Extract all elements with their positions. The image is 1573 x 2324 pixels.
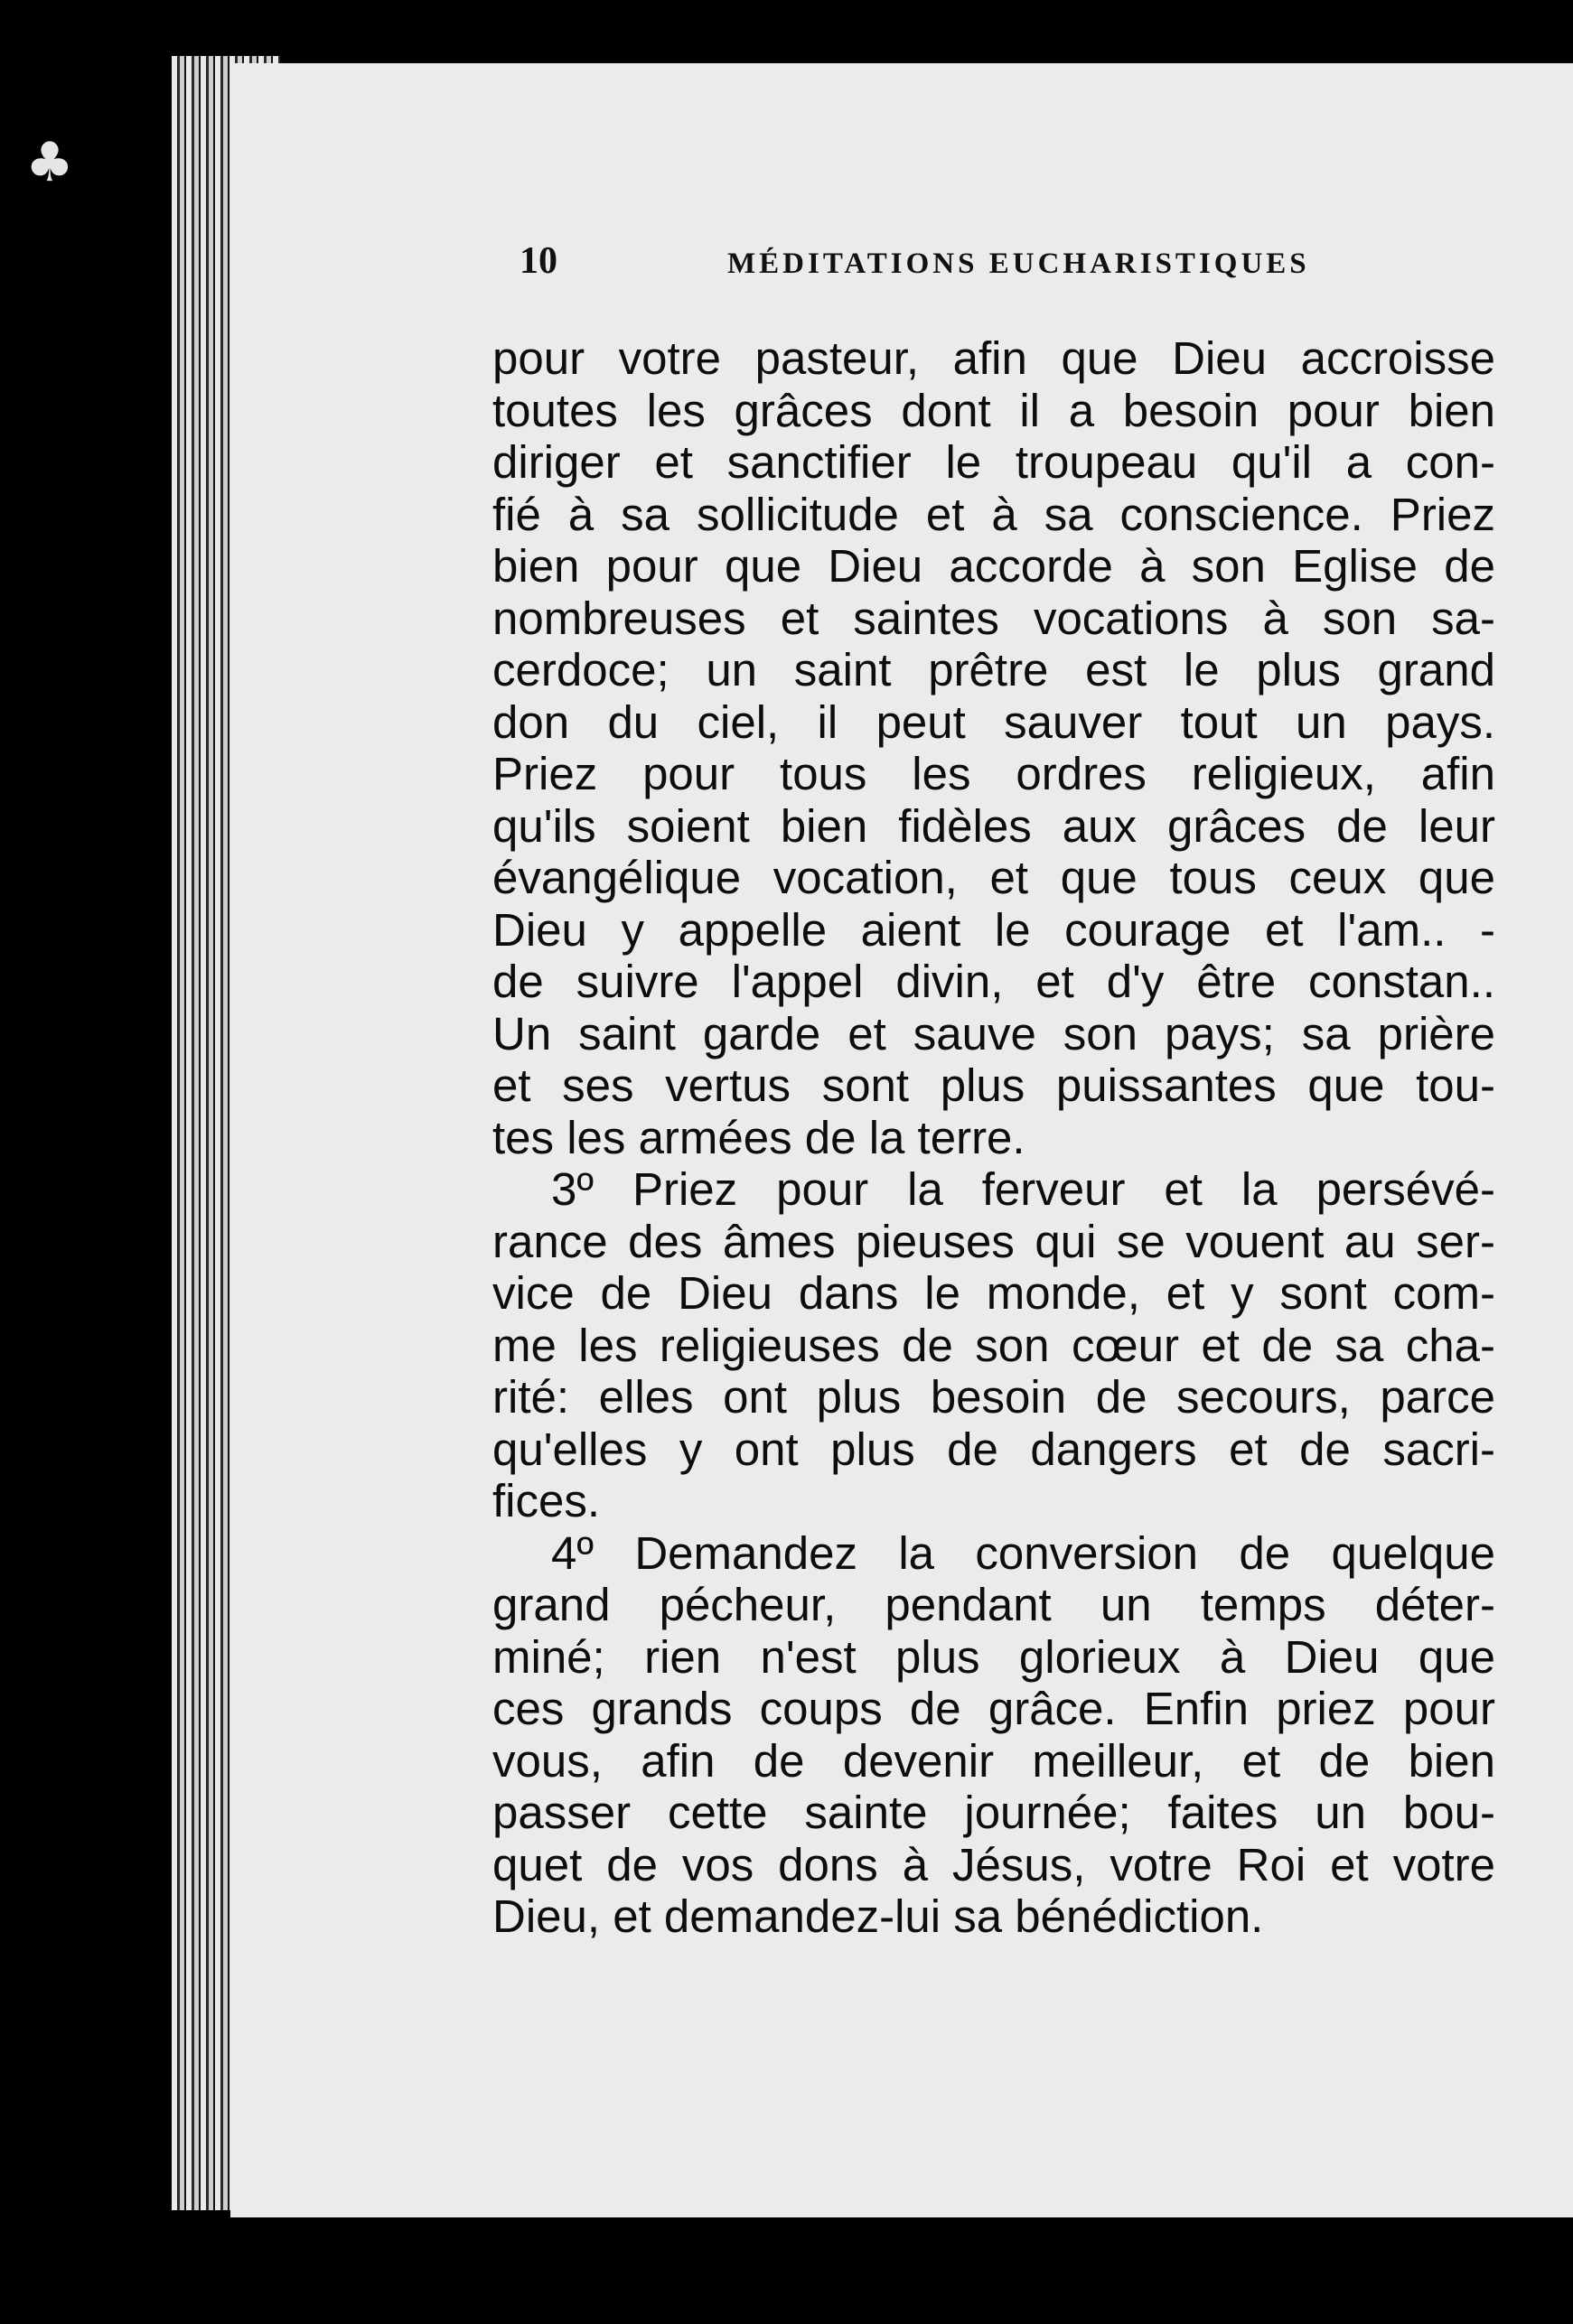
text-line: grand pécheur, pendant un temps déter- [492, 1579, 1495, 1630]
text-line: Dieu y appelle aient le courage et l'am.. - [492, 903, 1495, 956]
text-line: ces grands coups de grâce. Enfin priez pour [492, 1683, 1495, 1734]
text-line: Priez pour tous les ordres religieux, afin [492, 748, 1495, 799]
text-line: de suivre l'appel divin, et d'y être constan.. [492, 956, 1495, 1007]
text-line: passer cette sainte journée; faites un bou- [492, 1787, 1495, 1838]
text-line: qu'elles y ont plus de dangers et de sacri- [492, 1423, 1495, 1475]
text-line: rance des âmes pieuses qui se vouent au ser- [492, 1215, 1495, 1267]
body-text [492, 332, 1495, 1943]
text-line: don du ciel, il peut sauver tout un pays. [492, 695, 1495, 748]
text-line: Un saint garde et sauve son pays; sa prière [492, 1007, 1495, 1059]
text-line: 4º Demandez la conversion de quelque [551, 1526, 1495, 1579]
text-line: bien pour que Dieu accorde à son Eglise de [492, 540, 1495, 592]
running-title: MÉDITATIONS EUCHARISTIQUES [727, 247, 1310, 280]
text-line: fices. [492, 1475, 601, 1526]
text-line: nombreuses et saintes vocations à son sa- [492, 592, 1495, 644]
text-line: me les religieuses de son cœur et de sa cha- [492, 1319, 1495, 1371]
text-line: pour votre pasteur, afin que Dieu accroisse [492, 332, 1495, 384]
text-line: tes les armées de la terre. [492, 1111, 1025, 1163]
text-line: vice de Dieu dans le monde, et y sont com- [492, 1267, 1495, 1319]
text-line: vous, afin de devenir meilleur, et de bien [492, 1734, 1495, 1787]
text-line: 3º Priez pour la ferveur et la persévé- [551, 1163, 1495, 1215]
text-line: évangélique vocation, et que tous ceux que [492, 852, 1495, 903]
text-line: quet de vos dons à Jésus, votre Roi et votre [492, 1838, 1495, 1890]
page-number: 10 [520, 240, 557, 282]
corner-ornament-icon: ♣ [25, 131, 74, 194]
text-line: rité: elles ont plus besoin de secours, parce [492, 1371, 1495, 1423]
text-line: et ses vertus sont plus puissantes que tou- [492, 1059, 1495, 1111]
text-line: toutes les grâces dont il a besoin pour bien [492, 384, 1495, 436]
text-line: miné; rien n'est plus glorieux à Dieu que [492, 1630, 1495, 1683]
running-header [520, 239, 1333, 283]
text-line: qu'ils soient bien fidèles aux grâces de leur [492, 799, 1495, 852]
text-line: fié à sa sollicitude et à sa conscience. Priez [492, 488, 1495, 540]
text-line: cerdoce; un saint prêtre est le plus grand [492, 644, 1495, 695]
text-line: diriger et sanctifier le troupeau qu'il a con- [492, 436, 1495, 488]
text-line: Dieu, et demandez-lui sa bénédiction. [492, 1890, 1264, 1942]
